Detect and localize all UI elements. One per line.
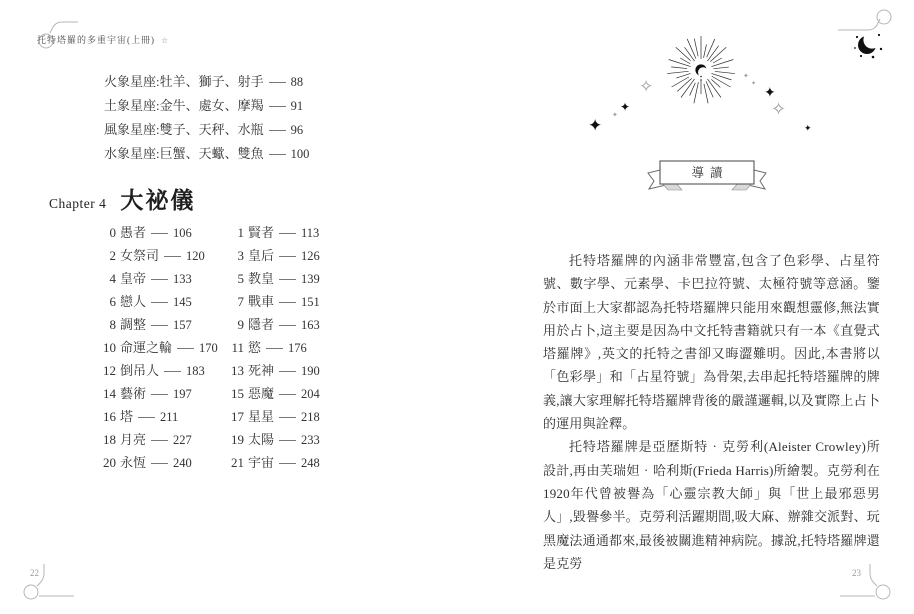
arcana-page: 139	[301, 272, 320, 286]
arcana-page: 248	[301, 456, 320, 470]
zodiac-toc-page: 100	[290, 147, 310, 161]
sun-ray	[704, 84, 708, 104]
arcana-number: 11	[231, 340, 244, 355]
filled-star-icon: ✦	[804, 124, 812, 134]
book-title: 托特塔羅的多重宇宙(上冊)	[37, 35, 155, 45]
sun-ray	[707, 39, 715, 57]
arcana-toc-item	[101, 359, 229, 382]
sparkle-icon: ✦	[612, 111, 618, 119]
arcana-number: 10	[103, 340, 116, 355]
sparkle-icon: ✦	[743, 72, 749, 80]
arcana-page: 106	[173, 226, 192, 240]
arcana-toc-item	[101, 405, 229, 428]
arcana-number: 18	[103, 432, 116, 447]
arcana-page: 126	[301, 249, 320, 263]
leader-dash	[151, 394, 168, 395]
arcana-number: 15	[231, 386, 244, 401]
arcana-name: 永恆	[120, 455, 147, 470]
arcana-toc-item	[229, 290, 341, 313]
zodiac-toc-item	[104, 142, 309, 166]
arcana-page: 190	[301, 364, 320, 378]
leader-dash	[164, 371, 181, 372]
corner-ornament-bottom-left	[16, 560, 80, 606]
arcana-number: 3	[237, 248, 244, 263]
sun-ray	[669, 59, 691, 66]
arcana-page: 176	[288, 341, 307, 355]
leader-dash	[279, 256, 296, 257]
arcana-toc-item	[101, 244, 229, 267]
arcana-toc-item	[229, 382, 341, 405]
sun-ray	[715, 71, 735, 73]
leader-dash	[279, 394, 296, 395]
arcana-number: 0	[109, 225, 116, 240]
chapter-title: 大祕儀	[120, 188, 196, 213]
sun-ray	[704, 45, 707, 58]
arcana-page: 151	[301, 295, 320, 309]
outline-star-icon: ✧	[639, 77, 654, 97]
arcana-toc-item	[101, 313, 229, 336]
zodiac-toc-list	[104, 70, 309, 166]
leader-dash	[177, 348, 194, 349]
star-icon: ☆	[161, 36, 170, 45]
leader-dash	[151, 279, 168, 280]
arcana-page: 170	[199, 341, 218, 355]
zodiac-toc-label: 火象星座:牡羊、獅子、射手	[104, 74, 264, 89]
filled-star-icon: ✦	[764, 85, 776, 101]
arcana-number: 7	[237, 294, 244, 309]
arcana-number: 1	[237, 225, 244, 240]
arcana-number: 5	[237, 271, 244, 286]
arcana-page: 218	[301, 410, 320, 424]
leader-dash	[138, 417, 155, 418]
arcana-number: 17	[231, 409, 244, 424]
arcana-toc-item	[101, 290, 229, 313]
arcana-name: 皇帝	[120, 271, 147, 286]
sun-ray	[677, 78, 691, 91]
arcana-toc-item	[101, 428, 229, 451]
filled-star-icon: ✦	[588, 116, 603, 136]
arcana-toc-item	[229, 336, 341, 359]
arcana-page: 145	[173, 295, 192, 309]
sun-ray	[713, 58, 722, 63]
leader-dash	[151, 440, 168, 441]
chapter-heading	[49, 182, 195, 215]
arcana-toc-item	[229, 359, 341, 382]
arcana-page: 120	[186, 249, 205, 263]
leader-dash	[279, 371, 296, 372]
arcana-number: 20	[103, 455, 116, 470]
leader-dash	[279, 417, 296, 418]
body-paragraph: 托特塔羅牌是亞歷斯特‧克勞利(Aleister Crowley)所設計,再由芙瑞妲‧哈利斯(Frieda Harris)所繪製。克勞利在1920年代曾被譽為「心靈宗教大師」與「世上最邪惡男人」,毀譽參半。克勞利活躍期間,吸大麻、辦雜交派對、玩黑魔法通通都來,最後被關進精神病院。據說,托特塔羅牌還是克勞	[543, 439, 880, 571]
arcana-name: 藝術	[120, 386, 147, 401]
arcana-name: 星星	[248, 409, 275, 424]
arcana-page: 204	[301, 387, 320, 401]
sun-ray	[712, 76, 731, 87]
arcana-number: 4	[109, 271, 116, 286]
arcana-number: 8	[109, 317, 116, 332]
arcana-name: 倒吊人	[120, 363, 160, 378]
arcana-page: 113	[301, 226, 320, 240]
leader-dash	[279, 440, 296, 441]
sun-ray	[711, 73, 731, 79]
arcana-toc-item	[101, 382, 229, 405]
zodiac-toc-item	[104, 118, 309, 142]
arcana-page: 197	[173, 387, 192, 401]
leader-dash	[164, 256, 181, 257]
arcana-name: 調整	[120, 317, 147, 332]
leader-dash	[151, 302, 168, 303]
arcana-name: 宇宙	[248, 455, 275, 470]
arcana-name: 皇后	[248, 248, 275, 263]
chapter-label: Chapter 4	[49, 196, 107, 211]
sun-ray	[706, 81, 713, 97]
zodiac-toc-page: 88	[290, 75, 304, 89]
sun-ray	[671, 67, 687, 69]
sun-ray	[676, 47, 691, 60]
arcana-name: 戰車	[248, 294, 275, 309]
arcana-toc-grid	[101, 221, 341, 474]
page-number-left: 22	[30, 568, 39, 578]
arcana-name: 月亮	[120, 432, 147, 447]
arcana-toc-item	[229, 267, 341, 290]
arcana-number: 19	[231, 432, 244, 447]
body-text	[543, 249, 880, 575]
arcana-name: 賢者	[248, 225, 275, 240]
arcana-page: 227	[173, 433, 192, 447]
sun-ray	[694, 82, 698, 103]
arcana-number: 16	[103, 409, 116, 424]
arcana-name: 隱者	[248, 317, 275, 332]
outline-star-icon: ✧	[771, 99, 787, 120]
arcana-toc-item	[229, 451, 341, 474]
sun-ray	[685, 47, 695, 61]
running-header	[37, 33, 169, 46]
arcana-number: 2	[109, 248, 116, 263]
sun-ray	[667, 71, 688, 73]
arcana-toc-item	[101, 221, 229, 244]
arcana-name: 教皇	[248, 271, 275, 286]
arcana-number: 21	[231, 455, 244, 470]
sunburst-moon-icon	[655, 28, 747, 124]
leader-dash	[151, 233, 168, 234]
sun-ray	[687, 39, 696, 59]
body-paragraph: 托特塔羅牌的內涵非常豐富,包含了色彩學、占星符號、數字學、元素學、卡巴拉符號、太極符號等意涵。鑒於市面上大家都認為托特塔羅牌只能用來觀想靈修,無法實用於占卜,這主要是因為中文托特書籍就只有一本《直覺式塔羅牌》,英文的托特之書卻又晦澀難明。因此,本書將以「色彩學」和「占星符號」為骨架,去串起托特塔羅牌的牌義,讓大家理解托特塔羅牌背後的嚴謹邏輯,以及實際上占卜的運用與詮釋。	[543, 253, 880, 432]
arcana-name: 女祭司	[120, 248, 160, 263]
leader-dash	[279, 325, 296, 326]
arcana-name: 塔	[120, 409, 134, 424]
zodiac-toc-label: 水象星座:巨蟹、天蠍、雙魚	[104, 146, 264, 161]
arcana-number: 9	[237, 317, 244, 332]
crescent-moon-icon	[852, 28, 886, 62]
arcana-toc-item	[229, 244, 341, 267]
leader-dash	[279, 302, 296, 303]
zodiac-toc-label: 風象星座:雙子、天秤、水瓶	[104, 122, 264, 137]
zodiac-toc-item	[104, 70, 309, 94]
section-banner	[642, 153, 772, 197]
arcana-page: 211	[160, 410, 179, 424]
sun-ray	[711, 59, 733, 66]
arcana-name: 死神	[248, 363, 275, 378]
arcana-name: 戀人	[120, 294, 147, 309]
arcana-page: 183	[186, 364, 205, 378]
arcana-number: 13	[231, 363, 244, 378]
arcana-toc-item	[101, 336, 229, 359]
arcana-page: 233	[301, 433, 320, 447]
filled-star-icon: ✦	[620, 100, 631, 114]
arcana-name: 太陽	[248, 432, 275, 447]
arcana-toc-item	[229, 428, 341, 451]
arcana-page: 240	[173, 456, 192, 470]
arcana-toc-item	[101, 267, 229, 290]
leader-dash	[279, 233, 296, 234]
zodiac-toc-page: 91	[290, 99, 304, 113]
leader-dash	[269, 154, 286, 155]
sun-ray	[713, 67, 728, 69]
arcana-number: 14	[103, 386, 116, 401]
arcana-name: 慾	[248, 340, 262, 355]
page-number-right: 23	[852, 568, 861, 578]
arcana-page: 157	[173, 318, 192, 332]
arcana-name: 命運之輪	[120, 340, 173, 355]
arcana-name: 愚者	[120, 225, 147, 240]
leader-dash	[279, 463, 296, 464]
zodiac-toc-page: 96	[290, 123, 304, 137]
sparkle-icon: ✦	[751, 80, 757, 87]
zodiac-toc-item	[104, 94, 309, 118]
leader-dash	[269, 106, 286, 107]
leader-dash	[279, 279, 296, 280]
arcana-number: 12	[103, 363, 116, 378]
arcana-toc-item	[229, 221, 341, 244]
banner-title: 導讀	[691, 166, 729, 180]
leader-dash	[269, 82, 286, 83]
arcana-page: 163	[301, 318, 320, 332]
arcana-toc-item	[101, 451, 229, 474]
leader-dash	[266, 348, 283, 349]
arcana-toc-item	[229, 313, 341, 336]
sun-ray	[672, 77, 689, 87]
sun-ray	[694, 39, 698, 57]
arcana-toc-item	[229, 405, 341, 428]
arcana-number: 6	[109, 294, 116, 309]
arcana-name: 惡魔	[248, 386, 275, 401]
zodiac-toc-label: 土象星座:金牛、處女、摩羯	[104, 98, 264, 113]
leader-dash	[269, 130, 286, 131]
arcana-page: 133	[173, 272, 192, 286]
leader-dash	[151, 463, 168, 464]
leader-dash	[151, 325, 168, 326]
